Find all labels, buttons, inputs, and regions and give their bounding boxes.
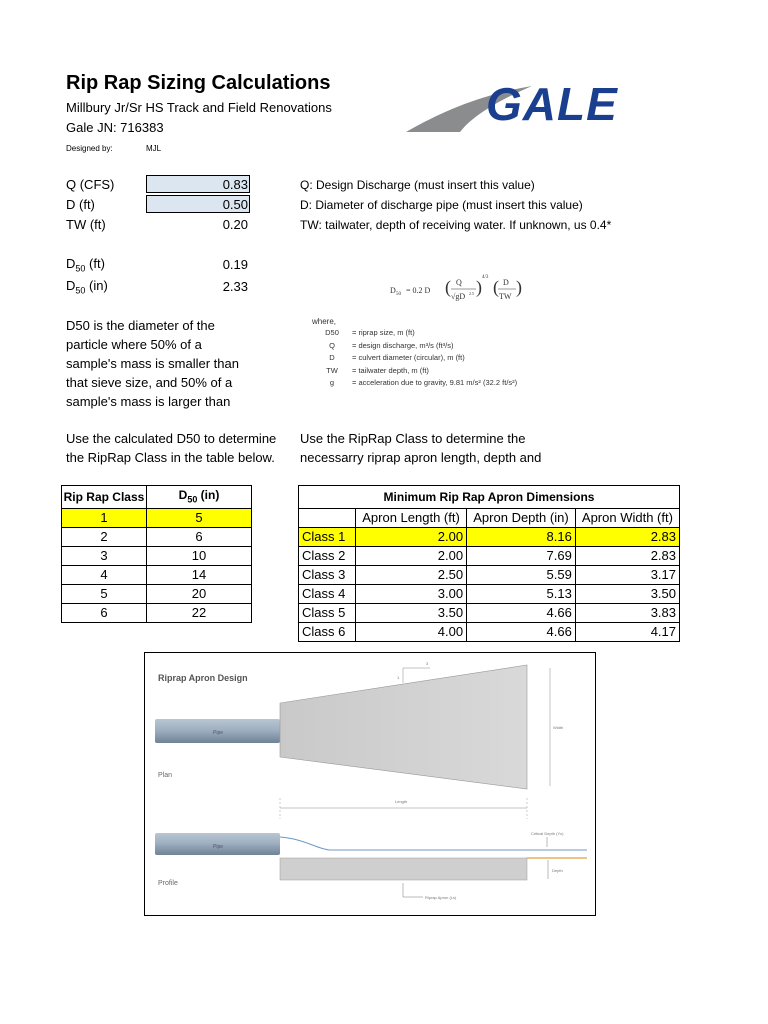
col-header-depth: Apron Depth (in) (467, 509, 576, 528)
job-number: Gale JN: 716383 (66, 120, 164, 135)
table-row (62, 547, 252, 566)
length-cell: 4.00 (356, 623, 467, 642)
eq-def-text: = tailwater depth, m (ft) (352, 365, 429, 375)
designed-by-label: Designed by: (66, 144, 113, 153)
eq-paren-open: ( (445, 277, 451, 297)
eq-ratio-num: D (503, 278, 509, 287)
length-cell: 3.00 (356, 585, 467, 604)
length-cell: 2.50 (356, 566, 467, 585)
eq-frac-den: √gD (451, 292, 466, 301)
eq-def-row (312, 340, 582, 353)
eq-lhs-sub: 50 (396, 292, 401, 297)
length-cell: 2.00 (356, 547, 467, 566)
table-row (62, 604, 252, 623)
eq-def-row (312, 377, 582, 390)
d-description: D: Diameter of discharge pipe (must insert this value) (300, 198, 583, 212)
d50-description-line: D50 is the diameter of the (66, 318, 215, 333)
col-header-class: Rip Rap Class (62, 486, 147, 509)
d50-cell: 14 (147, 566, 252, 585)
class-cell: Class 3 (299, 566, 356, 585)
instruction-left-line: Use the calculated D50 to determine (66, 431, 277, 446)
eq-def-text: = riprap size, m (ft) (352, 328, 415, 337)
d50-description-line: sample's mass is larger than (66, 394, 231, 409)
col-header-length: Apron Length (ft) (356, 509, 467, 528)
d50-description-line: sample's mass is smaller than (66, 356, 239, 371)
table-header-row (299, 509, 680, 528)
plan-label: Plan (158, 772, 173, 779)
class-cell: 3 (62, 547, 147, 566)
length-label: Length (395, 799, 408, 804)
class-cell: 5 (62, 585, 147, 604)
d50-ft-label-main: D (66, 256, 76, 271)
col-header-width: Apron Width (ft) (575, 509, 679, 528)
designed-by-value: MJL (146, 144, 162, 153)
d50-in-label-unit: (in) (85, 278, 108, 293)
depth-cell: 4.66 (467, 604, 576, 623)
table-row (299, 623, 680, 642)
instruction-right-line: Use the RipRap Class to determine the (300, 431, 526, 446)
width-label: Width (553, 725, 564, 730)
profile-apron (280, 858, 527, 880)
d50-in-label-main: D (66, 278, 76, 293)
logo-text: GALE (486, 80, 618, 130)
eq-where: where, (312, 317, 337, 326)
eq-def-sym: TW (326, 365, 338, 375)
eq-paren2-close: ) (516, 277, 522, 297)
col-header-d50-main: D (178, 488, 188, 502)
table-header-row (62, 486, 252, 509)
d50-description-line: that sieve size, and 50% of a (66, 375, 233, 390)
riprap-class-table (61, 485, 252, 623)
tw-description: TW: tailwater, depth of receiving water. If unknown, us 0.4* (300, 218, 612, 232)
instruction-left-line: the RipRap Class in the table below. (66, 450, 275, 465)
eq-exponent: 4/3 (482, 275, 489, 280)
d50-cell: 22 (147, 604, 252, 623)
q-description: Q: Design Discharge (must insert this value) (300, 178, 535, 192)
table-row (62, 528, 252, 547)
d50-in-value: 2.33 (222, 279, 248, 294)
apron-diagram (145, 653, 595, 915)
d-label: D (ft) (66, 197, 95, 212)
page-title: Rip Rap Sizing Calculations (66, 72, 331, 94)
depth-cell: 8.16 (467, 528, 576, 547)
width-cell: 2.83 (575, 547, 679, 566)
length-cell: 2.00 (356, 528, 467, 547)
tw-value[interactable]: 0.20 (222, 217, 248, 232)
gale-logo (404, 80, 644, 134)
depth-label: Depth (552, 868, 563, 873)
width-cell: 3.83 (575, 604, 679, 623)
eq-def-row (312, 352, 582, 365)
table-row (62, 566, 252, 585)
riprap-apron-figure (144, 652, 596, 916)
table-row (62, 585, 252, 604)
d50-ft-label (66, 256, 105, 274)
profile-label: Profile (158, 880, 178, 887)
q-label: Q (CFS) (66, 177, 115, 192)
d50-description-line: particle where 50% of a (66, 337, 202, 352)
d50-in-label-sub: 50 (75, 285, 86, 296)
table-row (299, 566, 680, 585)
slope-v-label: 1 (397, 675, 400, 680)
plan-pipe-label: Pipe (213, 730, 224, 736)
col-header-d50-sub: 50 (187, 494, 198, 505)
eq-ratio-den: TW (499, 292, 512, 301)
instruction-left (66, 429, 276, 467)
profile-pipe-label: Pipe (213, 844, 224, 850)
eq-definitions (312, 327, 582, 390)
table-row (299, 604, 680, 623)
depth-cell: 7.69 (467, 547, 576, 566)
depth-cell: 5.13 (467, 585, 576, 604)
project-name: Millbury Jr/Sr HS Track and Field Renovations (66, 100, 332, 115)
d50-in-label (66, 278, 108, 296)
table-row (299, 528, 680, 547)
water-surface (280, 837, 587, 850)
d50-cell: 5 (147, 509, 252, 528)
class-cell: 2 (62, 528, 147, 547)
table-row (299, 585, 680, 604)
d50-equation (390, 268, 570, 308)
width-cell: 4.17 (575, 623, 679, 642)
q-value[interactable]: 0.83 (222, 177, 248, 192)
col-header-blank (299, 509, 356, 528)
d50-ft-label-unit: (ft) (85, 256, 105, 271)
width-cell: 3.17 (575, 566, 679, 585)
eq-def-text: = design discharge, m³/s (ft³/s) (352, 340, 454, 350)
col-header-d50 (147, 486, 252, 509)
width-cell: 2.83 (575, 528, 679, 547)
tw-label: TW (ft) (66, 217, 106, 232)
d50-cell: 20 (147, 585, 252, 604)
d50-description (66, 316, 276, 411)
class-cell: Class 2 (299, 547, 356, 566)
table-row (299, 547, 680, 566)
eq-def-text: = culvert diameter (circular), m (ft) (352, 353, 465, 362)
eq-def-sym: D (329, 353, 335, 362)
width-cell: 3.50 (575, 585, 679, 604)
class-cell: 1 (62, 509, 147, 528)
critical-depth-label: Critical Depth (Yc) (531, 831, 564, 836)
slope-h-label: 3 (426, 661, 429, 666)
eq-paren2-open: ( (493, 277, 499, 297)
class-cell: 6 (62, 604, 147, 623)
eq-coeff: = 0.2 D (406, 286, 431, 295)
table-title-row (299, 486, 680, 509)
class-cell: Class 6 (299, 623, 356, 642)
class-cell: Class 4 (299, 585, 356, 604)
class-cell: Class 1 (299, 528, 356, 547)
d50-ft-value: 0.19 (222, 257, 248, 272)
apron-dimensions-table (298, 485, 680, 642)
d50-cell: 6 (147, 528, 252, 547)
apron-label: Riprap Apron (Ls) (425, 895, 457, 900)
instruction-right (300, 429, 541, 467)
eq-def-sym: Q (329, 340, 335, 350)
eq-def-sym: g (329, 378, 335, 387)
depth-cell: 4.66 (467, 623, 576, 642)
class-cell: 4 (62, 566, 147, 585)
eq-frac-num: Q (456, 278, 462, 287)
col-header-d50-unit: (in) (197, 488, 220, 502)
d50-ft-label-sub: 50 (75, 263, 86, 274)
eq-def-row (312, 365, 582, 378)
instruction-right-line: necessarry riprap apron length, depth and (300, 450, 542, 465)
depth-cell: 5.59 (467, 566, 576, 585)
eq-frac-den-exp: 2.5 (469, 291, 474, 296)
plan-apron (280, 665, 527, 789)
eq-def-sym: D50 (325, 328, 339, 337)
eq-def-row (312, 327, 582, 340)
table-row (62, 509, 252, 528)
d50-cell: 10 (147, 547, 252, 566)
eq-paren-close: ) (476, 277, 482, 297)
class-cell: Class 5 (299, 604, 356, 623)
d-value[interactable]: 0.50 (222, 197, 248, 212)
eq-def-text: = acceleration due to gravity, 9.81 m/s² (32.2 ft/s²) (352, 378, 518, 387)
figure-title: Riprap Apron Design (158, 673, 248, 683)
length-cell: 3.50 (356, 604, 467, 623)
apron-table-title: Minimum Rip Rap Apron Dimensions (299, 486, 680, 509)
eq-lhs: D (390, 286, 396, 295)
